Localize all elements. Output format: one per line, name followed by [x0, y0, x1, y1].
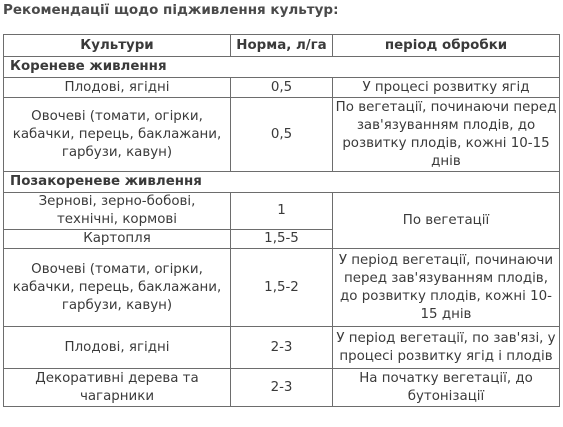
column-header-rate: Норма, л/га	[231, 35, 333, 57]
period-cell: По вегетації	[333, 193, 560, 249]
section-row-foliar	[4, 172, 560, 193]
period-cell: По вегетації, починаючи перед зав'язуванням плодів, до розвитку плодів, кожні 10-15 днів	[333, 98, 560, 172]
table-row	[4, 249, 560, 327]
rate-cell: 2-3	[231, 327, 333, 369]
crop-cell: Зернові, зерно-бобові, технічні, кормові	[4, 193, 231, 230]
crop-cell: Овочеві (томати, огірки, кабачки, перець, баклажани, гарбузи, кавун)	[4, 98, 231, 172]
table-row	[4, 78, 560, 98]
rate-cell: 0,5	[231, 98, 333, 172]
section-row-root	[4, 57, 560, 78]
page-title: Рекомендації щодо підживлення культур:	[3, 2, 339, 18]
table-row	[4, 327, 560, 369]
rate-cell: 0,5	[231, 78, 333, 98]
period-cell: На початку вегетації, до бутонізації	[333, 369, 560, 407]
section-title-root: Кореневе живлення	[4, 57, 560, 78]
column-header-period: період обробки	[333, 35, 560, 57]
rate-cell: 1,5-2	[231, 249, 333, 327]
rate-cell: 1	[231, 193, 333, 230]
crop-cell: Плодові, ягідні	[4, 327, 231, 369]
period-cell: У період вегетації, по зав'язі, у процесі розвитку ягід і плодів	[333, 327, 560, 369]
crop-cell: Картопля	[4, 230, 231, 249]
column-header-crops: Культури	[4, 35, 231, 57]
rate-cell: 2-3	[231, 369, 333, 407]
crop-cell: Декоративні дерева та чагарники	[4, 369, 231, 407]
rate-cell: 1,5-5	[231, 230, 333, 249]
crop-cell: Овочеві (томати, огірки, кабачки, перець, баклажани, гарбузи, кавун)	[4, 249, 231, 327]
period-cell: У процесі розвитку ягід	[333, 78, 560, 98]
table-header-row	[4, 35, 560, 57]
period-cell: У період вегетації, починаючи перед зав'язуванням плодів, до розвитку плодів, кожні 10-15 днів	[333, 249, 560, 327]
recommendations-table	[3, 34, 560, 407]
section-title-foliar: Позакореневе живлення	[4, 172, 560, 193]
table-row	[4, 369, 560, 407]
table-row	[4, 193, 560, 230]
table-row	[4, 98, 560, 172]
crop-cell: Плодові, ягідні	[4, 78, 231, 98]
